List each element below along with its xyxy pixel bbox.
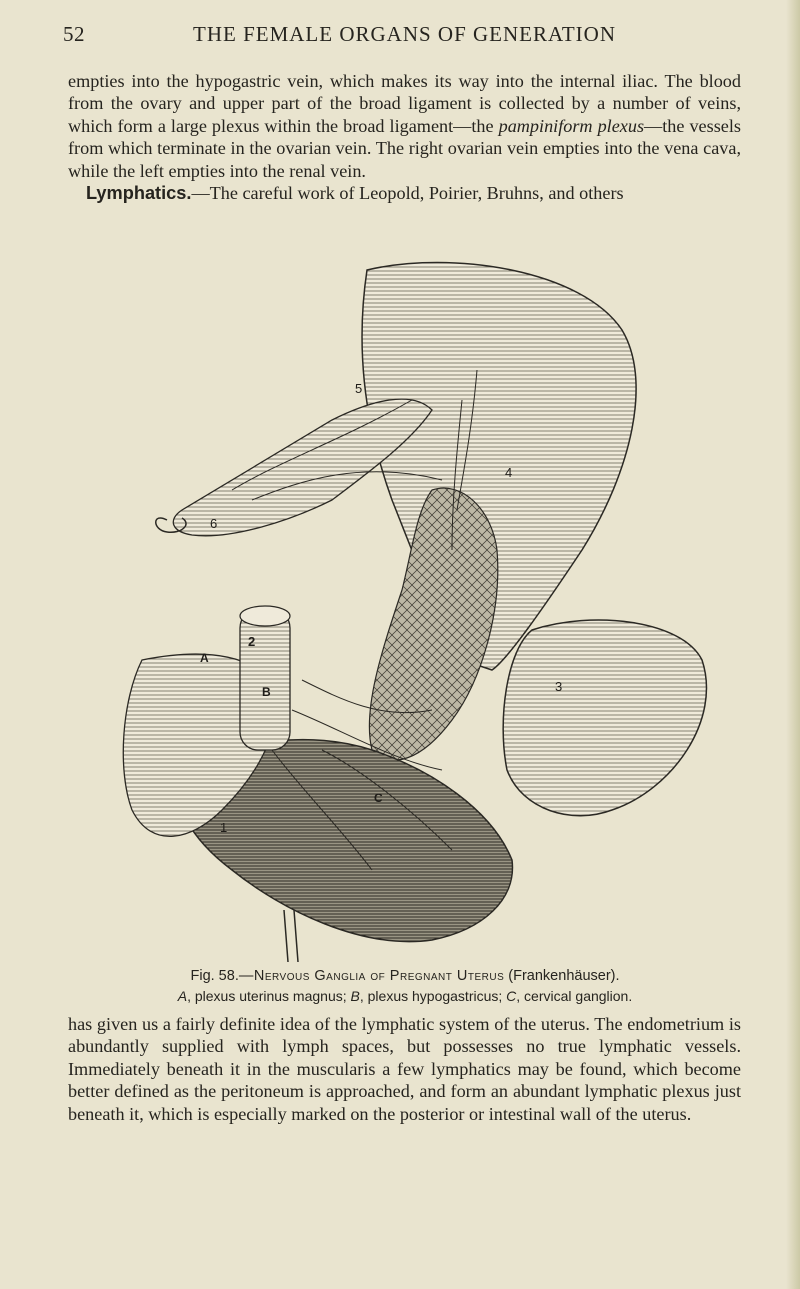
figure-caption [75, 968, 735, 1004]
legend-text-c: , cervical ganglion. [516, 988, 633, 1004]
legend-text-b: , plexus hypogastricus; [359, 988, 507, 1004]
figure-label-5: 5 [355, 381, 363, 396]
figure-label-a: A [200, 651, 209, 665]
page-edge-shadow [786, 0, 800, 1289]
legend-letter-a: A [177, 988, 188, 1004]
caption-title [75, 968, 735, 984]
figure-label-3: 3 [555, 679, 563, 694]
caption-heading: —Nervous Ganglia of Pregnant Uterus [238, 968, 505, 984]
figure-label-4: 4 [505, 465, 513, 480]
figure-label-2: 2 [248, 634, 256, 649]
caption-attribution: (Frankenhäuser). [504, 968, 620, 984]
caption-legend [75, 988, 735, 1004]
page-number: 52 [63, 22, 85, 46]
figure-label-b: B [262, 685, 271, 699]
legend-text-a: , plexus uterinus magnus; [187, 988, 351, 1004]
running-title: THE FEMALE ORGANS OF GENERATION [193, 22, 616, 46]
pampiniform-term: pampiniform plexus [498, 115, 645, 136]
figure-label-6: 6 [210, 516, 218, 531]
paragraph-text: —The careful work of Leopold, Poirier, Bruhns, and others [191, 183, 624, 204]
paragraph-veins [68, 70, 741, 204]
paragraph-text: —the vessels from which terminate in the ovarian vein. The right ovarian vein empties into the vena cava, while the left empties into the renal vein. [68, 115, 741, 181]
figure-label-c: C [374, 791, 383, 805]
figure-number: Fig. 58. [190, 968, 239, 984]
figure-label-1: 1 [220, 820, 228, 835]
paragraph-lymphatics: has given us a fairly definite idea of the lymphatic system of the uterus. The endometrium is abundantly supplied with lymph spaces, but possesses no true lymphatic vessels. Immediately beneath it in the muscularis a few lymphatics may be found, which become better defined as the peritoneum is approached, and form an abundant lymphatic plexus just beneath it, which is especially marked on the posterior or intestinal wall of the uterus. [68, 1014, 741, 1124]
lymphatics-heading: Lymphatics. [86, 183, 192, 204]
running-head [63, 22, 743, 52]
paragraph-text: empties into the hypogastric vein, which makes its way into the internal iliac. The blood from the ovary and upper part of the broad ligament is collected by a number of veins, which form a large plexus within the broad ligament—the [68, 71, 741, 136]
uterus-nerve-illustration [112, 250, 724, 962]
legend-letter-b: B [350, 988, 360, 1004]
legend-letter-c: C [506, 988, 517, 1004]
